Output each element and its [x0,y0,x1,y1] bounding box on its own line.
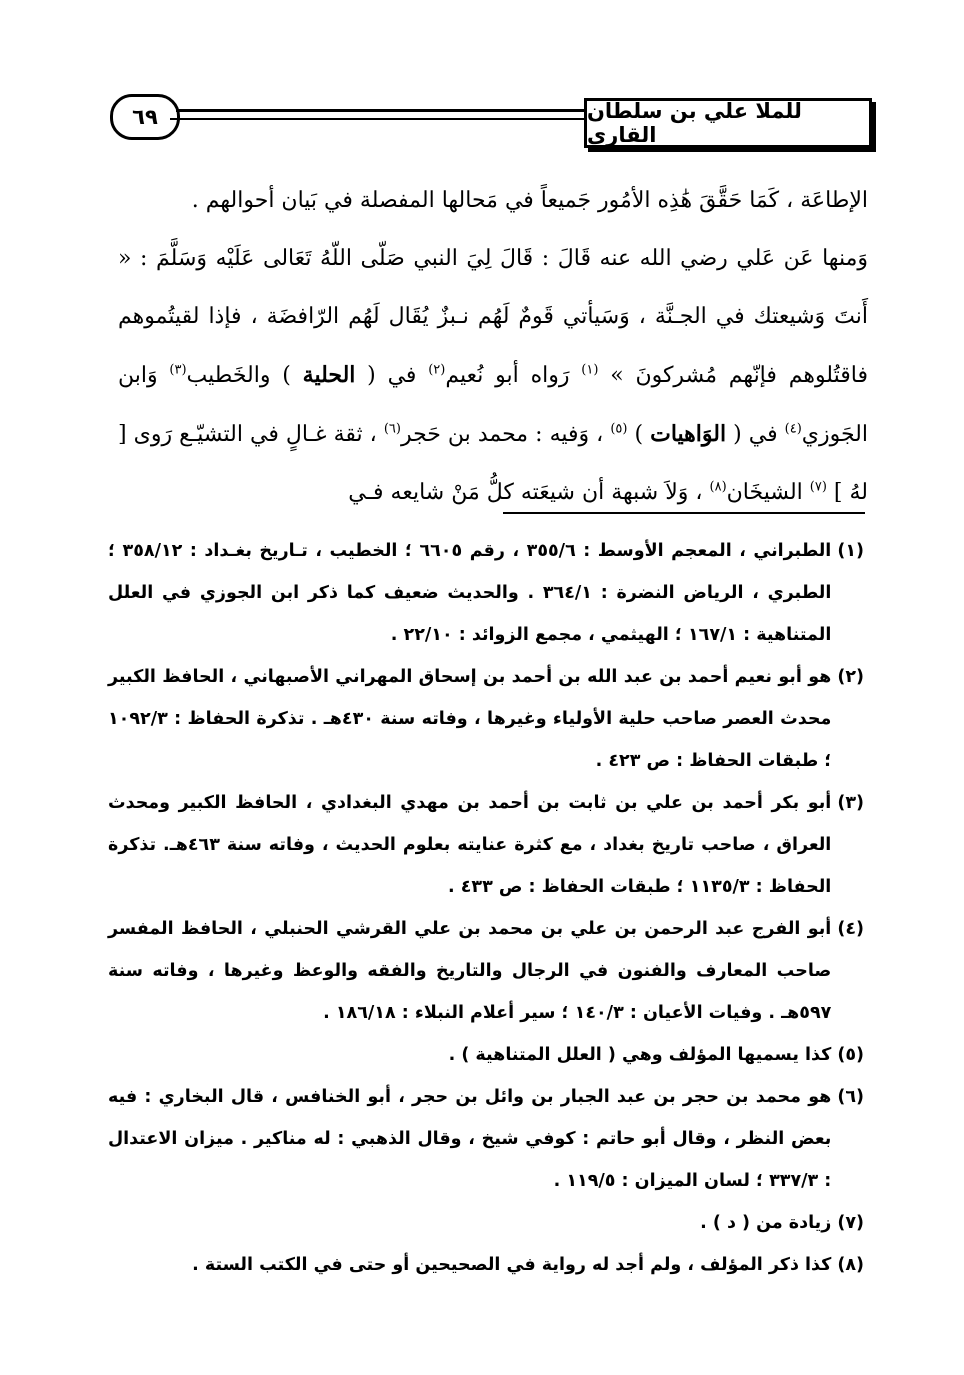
paragraph-2: وَمنها عَن عَلي رضي الله عنه قَالَ : قَالَ لِيَ النبي صَلّى اللّهُ تَعَالى عَلَيْه وَسَلَّمَ : « أَنتَ وَشيعتك في الجـنَّة ، وَسَيأتي قَومٌ لَهُم نـبزٌ يُقَال لَهُم الرّافضَة ، فإذا لقيتُموهم فاقتُلوهم فإنّهم مُشركونَ » $^{(١)}$ رَواه أبو نُعيم$^{(٢)}$ في ( الحلية ) والخَطيب$^{(٣)}$ وَابن الجَوزي$^{(٤)}$ في ( الوَاهيات ) $^{(٥)}$ ، وَفيه : محمد بن حَجر$^{(٦)}$ ، ثقة غـالٍ في التشيّـع رَوى [ لهُ ] $^{(٧)}$ الشيخَان$^{(٨)}$ ، وَلاَ شبهة أن شيعَته كلُّ مَنْ شايعه فـي [118,246,868,505]
footnote-1 [108,530,864,656]
footnote-number: (٧) [837,1213,864,1233]
page-number: ٦٩ [110,94,180,140]
footnote-ref-2: (٢) [428,362,446,378]
footnote-text: الطبراني ، المعجم الأوسط : ٣٥٥/٦ ، رقم ٦٦٠٥ ؛ الخطيب ، تـاريخ بغـداد : ٣٥٨/١٢ ؛ الطبري ، الرياض النضرة : ٣٦٤/١ . والحديث ضعيف كما ذكر ابن الجوزي في العلل المتناهية : ١٦٧/١ ؛ الهيثمي ، مجمع الزوائد : ٢٢/١٠ . [108,541,832,645]
page-header [110,88,872,148]
footnote-text: أبو الفرج عبد الرحمن بن علي بن محمد بن علي القرشي الحنبلي ، الحافظ المفسر صاحب المعارف والفنون في الرجال والتاريخ والفقه والوعظ وغيرها ، وفاته سنة ٥٩٧هـ . وفيات الأعيان : ١٤٠/٣ ؛ سير أعلام النبلاء : ١٨٦/١٨ . [108,919,832,1023]
text-rest-2: ، ثقة غـالٍ في التشيّـع رَوى [ لهُ ] [118,422,868,505]
text-in-1: في ( [355,363,417,388]
footnote-text: هو أبو نعيم أحمد بن عبد الله بن أحمد بن إسحاق المهراني الأصبهاني ، الحافظ الكبير محدث العصر صاحب حلية الأولياء وغيرها ، وفاته سنة ٤٣٠هـ . تذكرة الحفاظ : ١٠٩٢/٣ ؛ طبقات الحفاظ : ص ٤٢٣ . [108,667,832,771]
text-rest-3: الشيخَان [726,480,810,505]
book-title-wahiyat: الوَاهيات [650,421,727,447]
footnote-text: هو محمد بن حجر بن عبد الجبار بن وائل بن حجر ، أبو الخنافس ، قال البخاري : فيه بعض النظر ، وقال أبو حاتم : كوفي شيخ ، وقال الذهبي : له مناكير . ميزان الاعتدال : ٣٣٧/٣ ؛ لسان الميزان : ١١٩/٥ . [108,1087,832,1191]
footnote-number: (٥) [837,1045,864,1065]
footnote-text: كذا يسميها المؤلف وهي ( العلل المتناهية ) . [448,1045,832,1065]
footnote-ref-8: (٨) [709,479,727,495]
text-rest-4: ، وَلاَ شبهة أن شيعَته كلُّ مَنْ شايعه فـي [348,480,710,505]
paragraph-1: الإطاعَة ، كَمَا حَقَّقَ هَٰذِه الأمُور جَميعاً في مَحالها المفصلة في بَيان أحوالهم . [191,188,868,213]
footnote-3 [108,782,864,908]
footnote-5 [108,1034,864,1076]
footnote-ref-1: (١) [581,362,599,378]
footnote-text: كذا ذكر المؤلف ، ولم أجد له رواية في الصحيحين أو حتى في الكتب الستة . [192,1255,832,1275]
footnote-ref-6: (٦) [383,421,401,437]
header-rule-thick [176,109,586,112]
footnote-ref-4: (٤) [784,421,802,437]
footnote-text: أبو بكر أحمد بن علي بن ثابت بن أحمد بن مهدي البغدادي ، الحافظ الكبير ومحدث العراق ، صاحب تاريخ بغداد ، مع كثرة عنايته بعلوم الحديث ، وفاته سنة ٤٦٣هـ. تذكرة الحفاظ : ١١٣٥/٣ ؛ طبقات الحفاظ : ص ٤٣٣ . [108,793,832,897]
footnote-number: (٣) [837,793,864,813]
footnote-2 [108,656,864,782]
footnote-7 [108,1202,864,1244]
footnote-number: (٢) [837,667,864,687]
footnote-8 [108,1244,864,1286]
main-text [118,172,868,522]
footnote-6 [108,1076,864,1202]
header-rule-thin [170,118,586,120]
footnote-text: زيادة من ( د ) . [700,1213,832,1233]
footnote-number: (١) [837,541,864,561]
footnote-separator [503,512,865,514]
text-and-ibn-jawzi: وَابن الجَوزي [118,363,868,447]
text-rest-1: ، وَفيه : محمد بن حَجر [400,422,611,447]
running-title: للملا علي بن سلطان القاري [584,98,872,148]
text-and-khatib: ) والخَطيب [186,363,303,388]
footnote-number: (٦) [837,1087,864,1107]
footnote-ref-7: (٧) [809,479,827,495]
book-title-hilya: الحلية [302,362,356,388]
footnote-ref-3: (٣) [169,362,187,378]
footnote-number: (٨) [837,1255,864,1275]
footnote-ref-5: (٥) [610,421,628,437]
text-in-2: في ( [726,422,785,447]
paragraph-2-text: وَمنها عَن عَلي رضي الله عنه قَالَ : قَالَ لِيَ النبي صَلّى اللّهُ تَعَالى عَلَيْه وَسَلَّمَ : « أَنتَ وَشيعتك في الجـنَّة ، وَسَيأتي قَومٌ لَهُم نـبزٌ يُقَال لَهُم الرّافضَة ، فإذا لقيتُموهم فاقتُلوهم فإنّهم مُشركونَ » [118,246,868,388]
continuation-text: رَواه أبو نُعيم [445,363,570,388]
footnote-4 [108,908,864,1034]
footnote-number: (٤) [837,919,864,939]
footnotes [108,530,864,1286]
